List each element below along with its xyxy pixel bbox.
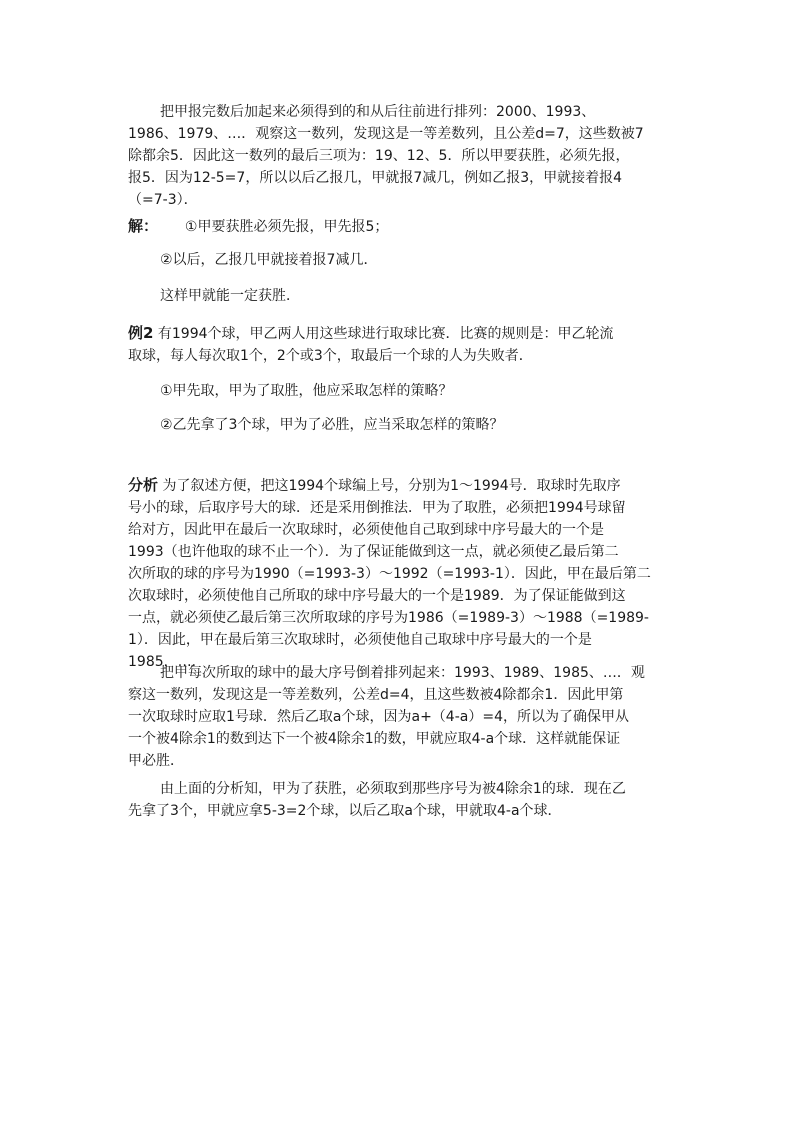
paragraph-intro <box>128 101 688 211</box>
text-line: 为了叙述方便，把这1994个球编上号，分别为1～1994号．取球时先取序 <box>158 478 621 494</box>
paragraph-final <box>128 778 688 822</box>
text-line: 次所取的球的序号为1990（=1993-3）～1992（=1993-1）．因此，甲在最后第二 <box>128 566 651 582</box>
example-2-question-2 <box>128 414 688 436</box>
text-line: 除都余5．因此这一数列的最后三项为：19、12、5．所以甲要获胜，必须先报， <box>128 148 630 164</box>
text-line: 取球，每人每次取1个，2个或3个，取最后一个球的人为失败者． <box>128 348 533 364</box>
example-label: 例2 <box>128 324 154 342</box>
text-line: 1）．因此，甲在最后第三次取球时，必须使他自己取球中序号最大的一个是 <box>128 632 592 648</box>
text-line: 甲必胜． <box>128 753 184 769</box>
text-line: 1986、1979、…．观察这一数列，发现这是一等差数列，且公差d=7，这些数被7 <box>128 126 644 142</box>
solution-step-1-text: ①甲要获胜必须先报，甲先报5； <box>184 219 389 235</box>
text-line: 有1994个球，甲乙两人用这些球进行取球比赛．比赛的规则是：甲乙轮流 <box>153 326 614 342</box>
solution-label: 解： <box>128 217 159 235</box>
text-line: 一个被4除余1的数到达下一个被4除余1的数，甲就应取4-a个球．这样就能保证 <box>128 731 621 747</box>
text-line: 报5．因为12-5=7，所以以后乙报几，甲就报7减几，例如乙报3，甲就接着报4 <box>128 170 623 186</box>
text-line: 先拿了3个，甲就应拿5-3=2个球，以后乙取a个球，甲就取4-a个球． <box>128 803 562 819</box>
analysis-label: 分析 <box>128 476 159 494</box>
text-line: 1993（也许他取的球不止一个）．为了保证能做到这一点，就必须使乙最后第二 <box>128 544 619 560</box>
text-line: 把甲每次所取的球中的最大序号倒着排列起来：1993、1989、1985、…．观 <box>160 665 645 681</box>
solution-step-1 <box>128 215 688 238</box>
example-2 <box>128 322 688 367</box>
text-line: ①甲先取，甲为了取胜，他应采取怎样的策略？ <box>160 383 453 399</box>
analysis-paragraph <box>128 474 688 673</box>
paragraph-ordering <box>128 662 688 772</box>
text-line: 由上面的分析知，甲为了获胜，必须取到那些序号为被4除余1的球．现在乙 <box>160 781 626 797</box>
example-2-question-1 <box>128 380 688 402</box>
text-line: 一点，就必须使乙最后第三次所取球的序号为1986（=1989-3）～1988（=1989- <box>128 610 649 626</box>
text-line: 一次取球时应取1号球．然后乙取a个球，因为a+（4-a）=4，所以为了确保甲从 <box>128 709 629 725</box>
text-line: ②以后，乙报几甲就接着报7减几． <box>160 252 378 268</box>
text-line: 1985，…． <box>128 654 206 670</box>
text-line: 次取球时，必须使他自己所取的球中序号最大的一个是1989．为了保证能做到这 <box>128 588 626 604</box>
solution-conclusion <box>128 285 688 307</box>
solution-step-2 <box>128 249 688 271</box>
text-line: 把甲报完数后加起来必须得到的和从后往前进行排列：2000、1993、 <box>160 104 596 120</box>
text-line: ②乙先拿了3个球，甲为了必胜，应当采取怎样的策略？ <box>160 417 504 433</box>
text-line: 察这一数列，发现这是一等差数列，公差d=4，且这些数被4除都余1．因此甲第 <box>128 687 624 703</box>
text-line: 号小的球，后取序号大的球．还是采用倒推法．甲为了取胜，必须把1994号球留 <box>128 500 626 516</box>
text-line: 这样甲就能一定获胜． <box>160 288 300 304</box>
text-line: （=7-3）． <box>128 192 198 208</box>
text-line: 给对方，因此甲在最后一次取球时，必须使他自己取到球中序号最大的一个是 <box>128 522 604 538</box>
